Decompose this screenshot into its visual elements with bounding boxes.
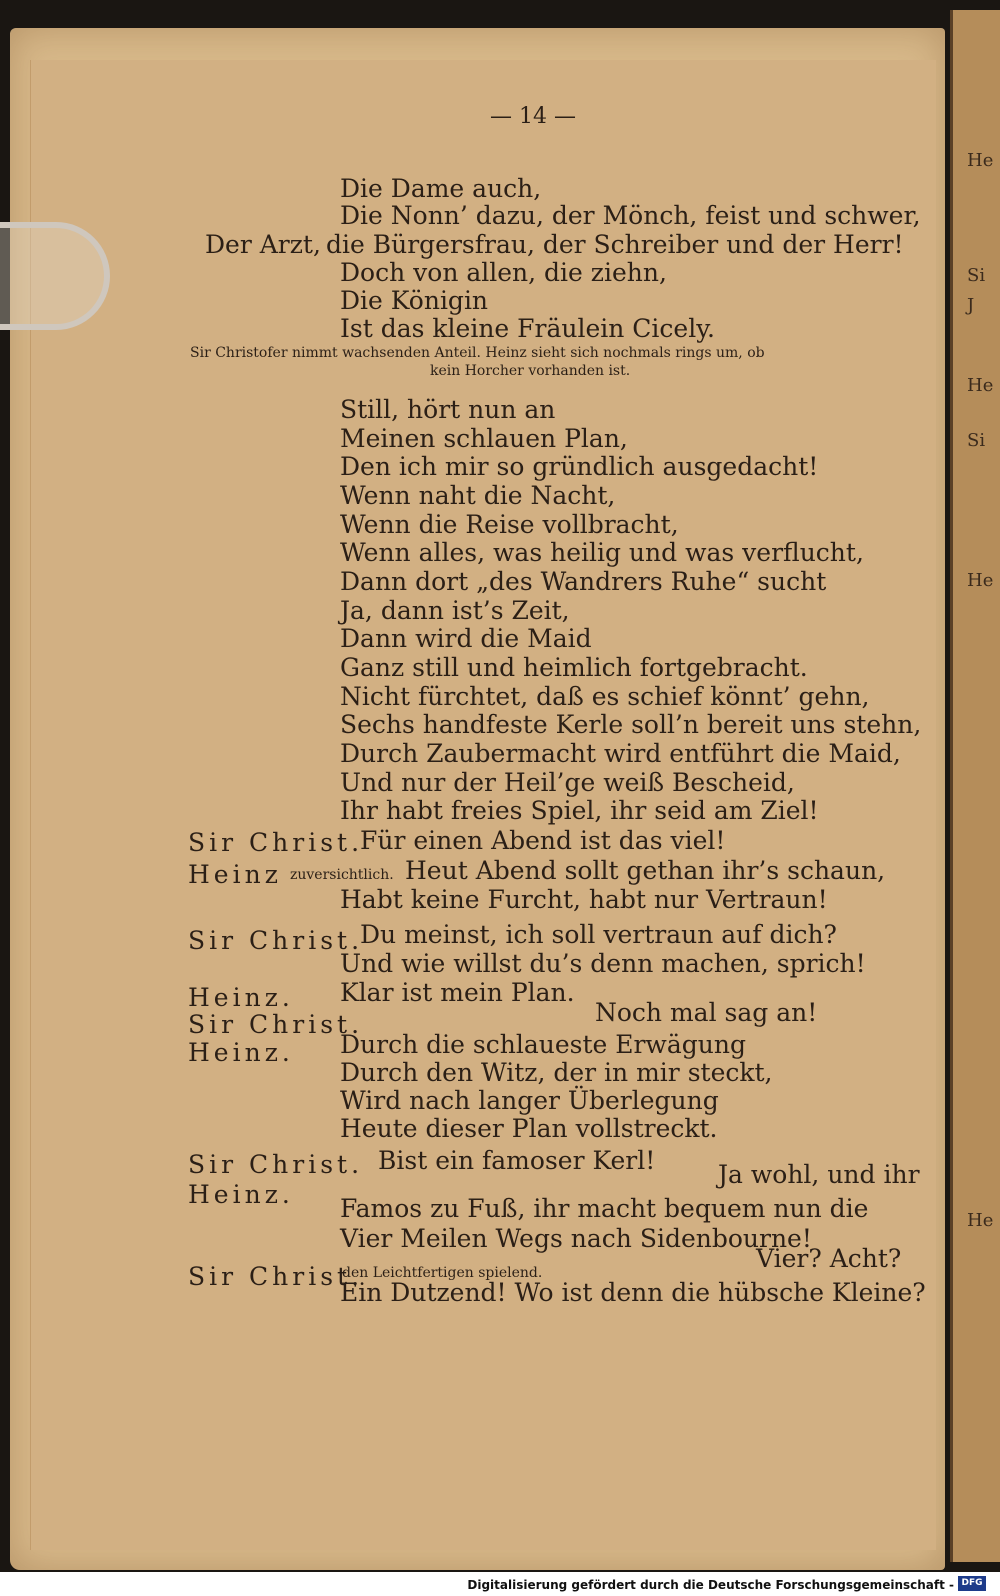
funding-credit: Digitalisierung gefördert durch die Deutsche Forschungsgemeinschaft - — [467, 1578, 954, 1592]
digitization-footer — [0, 1572, 1000, 1596]
verse-line: Wird nach langer Überlegung — [340, 1086, 719, 1115]
verse-line: Durch den Witz, der in mir steckt, — [340, 1058, 773, 1087]
verse-line: Dann dort „des Wandrers Ruhe“ sucht — [340, 567, 827, 596]
next-page-fragment: J — [967, 295, 975, 316]
dfg-logo: DFG — [958, 1576, 986, 1591]
verse-line: Bist ein famoser Kerl! — [378, 1146, 656, 1175]
verse-line: Vier? Acht? — [756, 1244, 902, 1273]
verse-line: Die Königin — [340, 286, 489, 315]
speaker-name: Sir Christ. — [188, 1010, 364, 1039]
speaker-name: Heinz. — [188, 983, 294, 1012]
stage-direction: kein Horcher vorhanden ist. — [430, 363, 631, 379]
verse-line: Ja wohl, und ihr — [718, 1160, 920, 1189]
verse-line: Die Dame auch, — [340, 174, 542, 203]
speaker-name: Sir Christ. — [188, 1262, 364, 1291]
verse-line: Die Nonn’ dazu, der Mönch, feist und schwer, — [340, 201, 921, 230]
verse-line: Klar ist mein Plan. — [340, 978, 575, 1007]
next-page-fragment: He — [967, 150, 994, 171]
stage-direction: den Leichtfertigen spielend. — [342, 1265, 543, 1281]
verse-line: Und nur der Heil’ge weiß Bescheid, — [340, 768, 795, 797]
verse-line: Ganz still und heimlich fortgebracht. — [340, 653, 808, 682]
page-number: — 14 — — [490, 104, 576, 129]
speaker-name: Heinz. — [188, 1038, 294, 1067]
verse-line: Ist das kleine Fräulein Cicely. — [340, 314, 715, 343]
verse-line: Den ich mir so gründlich ausgedacht! — [340, 452, 819, 481]
next-page-fragment: He — [967, 570, 994, 591]
speaker-name: Sir Christ. — [188, 1150, 364, 1179]
verse-line: Ihr habt freies Spiel, ihr seid am Ziel! — [340, 796, 819, 825]
next-page-fragment: Si — [967, 430, 986, 451]
verse-line: Durch Zaubermacht wird entführt die Maid, — [340, 739, 901, 768]
verse-line: Ja, dann ist’s Zeit, — [340, 596, 570, 625]
verse-line: Doch von allen, die ziehn, — [340, 258, 667, 287]
speaker-name: Heinz — [188, 860, 282, 889]
speaker-name: Sir Christ. — [188, 926, 364, 955]
verse-line: Du meinst, ich soll vertraun auf dich? — [360, 920, 837, 949]
verse-line: Noch mal sag an! — [595, 998, 818, 1027]
next-page-edge — [950, 10, 1000, 1562]
next-page-fragment: He — [967, 375, 994, 396]
verse-line: Heute dieser Plan vollstreckt. — [340, 1114, 718, 1143]
verse-line: Habt keine Furcht, habt nur Vertraun! — [340, 885, 828, 914]
verse-line: Für einen Abend ist das viel! — [360, 826, 726, 855]
verse-line: Ein Dutzend! Wo ist denn die hübsche Kleine? — [340, 1278, 926, 1307]
next-page-fragment: Si — [967, 265, 986, 286]
verse-line: Famos zu Fuß, ihr macht bequem nun die — [340, 1194, 869, 1223]
verse-line: Meinen schlauen Plan, — [340, 424, 628, 453]
speaker-name: Heinz. — [188, 1180, 294, 1209]
paper-clip — [0, 222, 110, 330]
verse-line: Vier Meilen Wegs nach Sidenbourne! — [340, 1224, 812, 1253]
next-page-fragment: He — [967, 1210, 994, 1231]
verse-line: Dann wird die Maid — [340, 624, 592, 653]
verse-line: Wenn naht die Nacht, — [340, 481, 616, 510]
verse-line: Still, hört nun an — [340, 395, 556, 424]
speaker-name: Sir Christ. — [188, 828, 364, 857]
stage-direction: zuversichtlich. — [290, 867, 394, 883]
verse-line: Wenn die Reise vollbracht, — [340, 510, 679, 539]
verse-line: Und wie willst du’s denn machen, sprich! — [340, 949, 866, 978]
verse-line: Sechs handfeste Kerle soll’n bereit uns stehn, — [340, 710, 922, 739]
speaker-name: Der Arzt, — [205, 230, 321, 259]
stage-direction: Sir Christofer nimmt wachsenden Anteil. Heinz sieht sich nochmals rings um, ob — [190, 345, 765, 361]
verse-line: Heut Abend sollt gethan ihr’s schaun, — [405, 856, 886, 885]
verse-line: Wenn alles, was heilig und was verflucht, — [340, 538, 864, 567]
verse-line: Nicht fürchtet, daß es schief könnt’ gehn, — [340, 682, 870, 711]
verse-line: Durch die schlaueste Erwägung — [340, 1030, 746, 1059]
verse-line: die Bürgersfrau, der Schreiber und der Herr! — [326, 230, 904, 259]
